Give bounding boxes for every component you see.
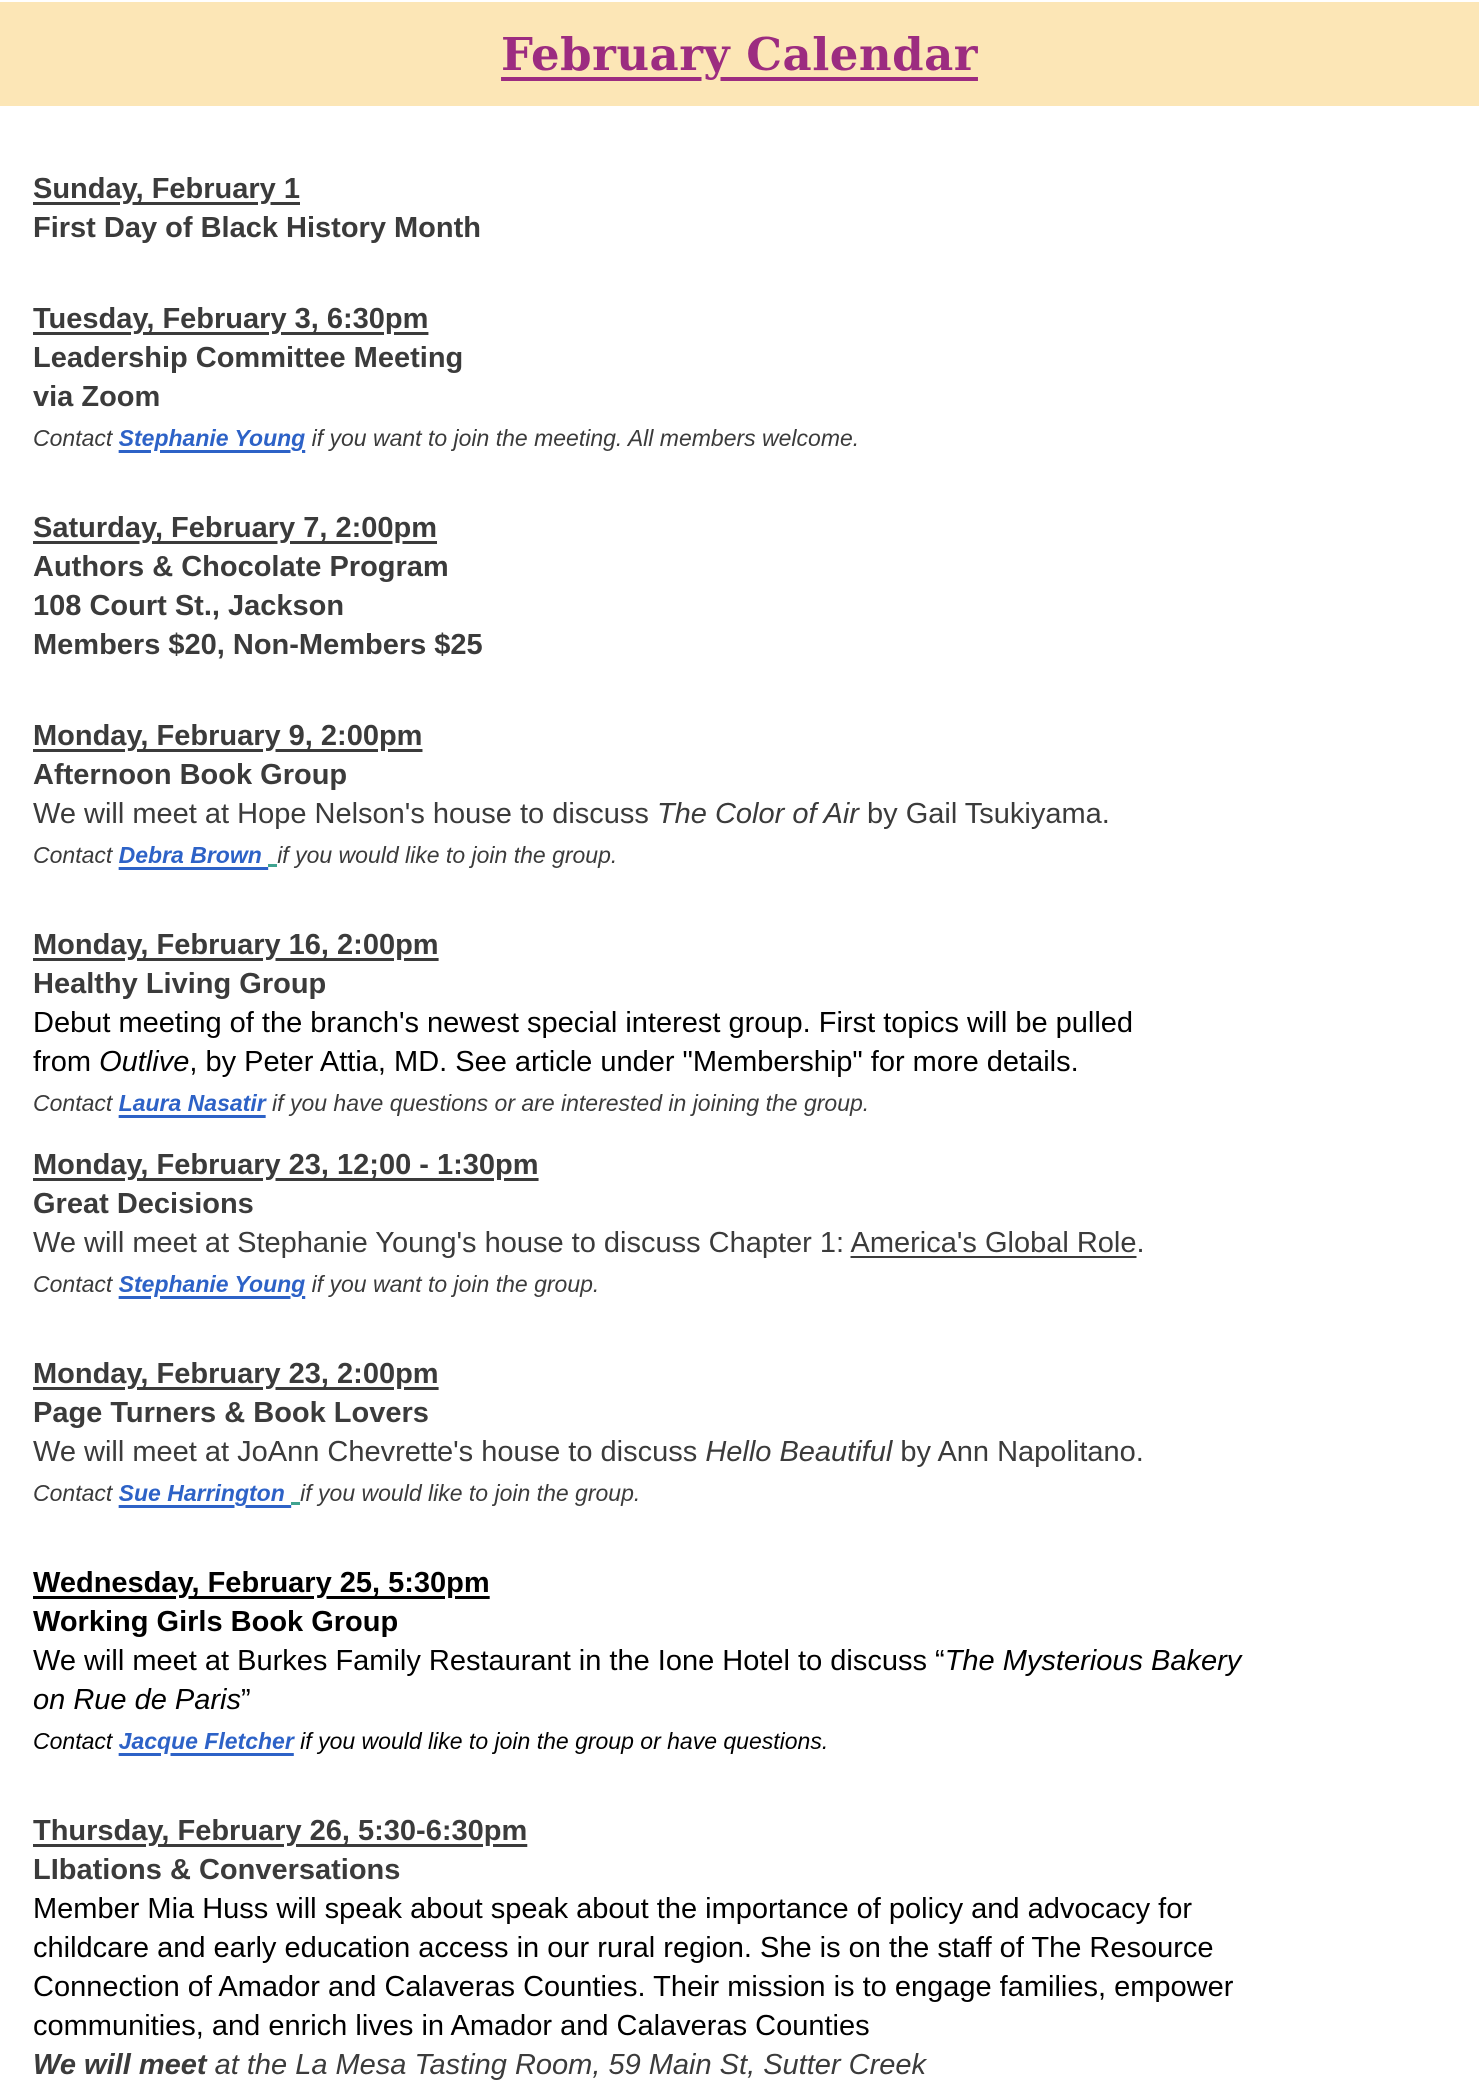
text-segment: ” (240, 1684, 251, 1716)
text-segment: if you have questions or are interested in joining the group. (265, 1090, 870, 1116)
contact-line (33, 1475, 1439, 1512)
event-date-heading: Monday, February 23, 2:00pm (33, 1358, 439, 1390)
event-date-heading: Saturday, February 7, 2:00pm (33, 512, 438, 544)
contact-line (33, 837, 1439, 874)
event-section (33, 300, 1439, 457)
text-segment: Healthy Living Group (33, 968, 327, 1000)
text-segment: Contact (33, 1090, 119, 1116)
contact-line (33, 420, 1439, 457)
event-title (33, 1851, 1439, 1890)
event-date-heading: Wednesday, February 25, 5:30pm (33, 1567, 490, 1599)
text-segment: The Color of Air (656, 798, 859, 830)
text-segment: Authors & Chocolate Program (33, 551, 449, 583)
text-segment: We will meet (33, 2049, 207, 2081)
contact-line (33, 1723, 1439, 1760)
text-segment: Working Girls Book Group (33, 1606, 399, 1638)
underline-tick (268, 860, 277, 867)
event-section (33, 717, 1439, 874)
event-date-heading: Monday, February 23, 12;00 - 1:30pm (33, 1149, 539, 1181)
link-americas-global-role[interactable]: America's Global Role (850, 1227, 1137, 1259)
event-section (33, 509, 1439, 665)
event-description (33, 1968, 1439, 2007)
link-stephanie-young[interactable]: Stephanie Young (118, 425, 306, 451)
event-date-heading: Thursday, February 26, 5:30-6:30pm (33, 1815, 528, 1847)
link-debra-brown[interactable]: Debra Brown (118, 842, 269, 868)
event-title (33, 209, 1439, 248)
event-date-heading: Monday, February 16, 2:00pm (33, 929, 439, 961)
event-title (33, 756, 1439, 795)
event-description (33, 1890, 1439, 1929)
text-segment: Members $20, Non-Members $25 (33, 629, 483, 661)
event-description (33, 1642, 1439, 1681)
event-description (33, 2007, 1439, 2046)
text-segment: Contact (33, 425, 119, 451)
event-description (33, 1004, 1439, 1043)
page-title: February Calendar (501, 27, 978, 81)
event-title (33, 965, 1439, 1004)
text-segment: Outlive (99, 1046, 190, 1078)
text-segment: We will meet at Hope Nelson's house to discuss (33, 798, 657, 830)
text-segment: Page Turners & Book Lovers (33, 1397, 429, 1429)
text-segment: childcare and early education access in our rural region. She is on the staff of The Resource (33, 1932, 1214, 1964)
text-segment: . (1136, 1227, 1145, 1259)
event-description (33, 795, 1439, 834)
event-title (33, 587, 1439, 626)
link-sue-harrington[interactable]: Sue Harrington (118, 1480, 292, 1506)
text-segment: if you would like to join the group. (300, 1480, 641, 1506)
text-segment: Contact (33, 1271, 119, 1297)
contact-line (33, 1266, 1439, 1303)
event-title (33, 378, 1439, 417)
text-segment: 108 Court St., Jackson (33, 590, 345, 622)
text-segment: LIbations & Conversations (33, 1854, 401, 1886)
calendar-body (0, 106, 1479, 2085)
text-segment: communities, and enrich lives in Amador and Calaveras Counties (33, 2010, 870, 2042)
text-segment: We will meet at Stephanie Young's house to discuss Chapter 1: (33, 1227, 851, 1259)
event-title (33, 1603, 1439, 1642)
event-title (33, 1185, 1439, 1224)
text-segment: Contact (33, 842, 119, 868)
event-section (33, 1564, 1439, 1760)
event-description (33, 1043, 1439, 1082)
text-segment: if you would like to join the group. (277, 842, 618, 868)
text-segment: if you would like to join the group or have questions. (293, 1728, 829, 1754)
link-jacque-fletcher[interactable]: Jacque Fletcher (118, 1728, 294, 1754)
text-segment: Great Decisions (33, 1188, 254, 1220)
event-description (33, 1929, 1439, 1968)
event-section (33, 1812, 1439, 2085)
event-title (33, 548, 1439, 587)
event-section (33, 1355, 1439, 1512)
text-segment: We will meet at JoAnn Chevrette's house to discuss (33, 1436, 706, 1468)
contact-line (33, 1085, 1439, 1122)
text-segment: by Ann Napolitano. (892, 1436, 1144, 1468)
event-section (33, 926, 1439, 1122)
text-segment: Leadership Committee Meeting (33, 342, 464, 374)
event-date-heading: Monday, February 9, 2:00pm (33, 720, 423, 752)
event-description (33, 1433, 1439, 1472)
text-segment: The Mysterious Bakery (944, 1645, 1242, 1677)
text-segment: at the La Mesa Tasting Room, 59 Main St, Sutter Creek (206, 2049, 926, 2081)
event-section (33, 1146, 1439, 1303)
text-segment: Debut meeting of the branch's newest special interest group. First topics will be pulled (33, 1007, 1134, 1039)
event-description (33, 1681, 1439, 1720)
text-segment: Connection of Amador and Calaveras Counties. Their mission is to engage families, empower (33, 1971, 1234, 2003)
text-segment: on Rue de Paris (33, 1684, 241, 1716)
text-segment: if you want to join the group. (305, 1271, 600, 1297)
event-title (33, 626, 1439, 665)
text-segment: , by Peter Attia, MD. See article under "Membership" for more details. (189, 1046, 1079, 1078)
header-banner (0, 2, 1479, 106)
event-title (33, 339, 1439, 378)
text-segment: from (33, 1046, 100, 1078)
text-segment: Member Mia Huss will speak about speak about the importance of policy and advocacy for (33, 1893, 1192, 1925)
text-segment: via Zoom (33, 381, 161, 413)
text-segment: First Day of Black History Month (33, 212, 481, 244)
event-title (33, 1394, 1439, 1433)
event-description (33, 2046, 1439, 2085)
link-laura-nasatir[interactable]: Laura Nasatir (118, 1090, 266, 1116)
event-date-heading: Sunday, February 1 (33, 173, 300, 205)
text-segment: Afternoon Book Group (33, 759, 348, 791)
text-segment: Contact (33, 1728, 119, 1754)
text-segment: Hello Beautiful (705, 1436, 893, 1468)
underline-tick (291, 1498, 300, 1505)
text-segment: by Gail Tsukiyama. (858, 798, 1110, 830)
event-date-heading: Tuesday, February 3, 6:30pm (33, 303, 429, 335)
text-segment: if you want to join the meeting. All members welcome. (305, 425, 860, 451)
event-section (33, 170, 1439, 248)
link-stephanie-young-2[interactable]: Stephanie Young (118, 1271, 306, 1297)
event-description (33, 1224, 1439, 1263)
text-segment: We will meet at Burkes Family Restaurant in the Ione Hotel to discuss “ (33, 1645, 945, 1677)
text-segment: Contact (33, 1480, 119, 1506)
